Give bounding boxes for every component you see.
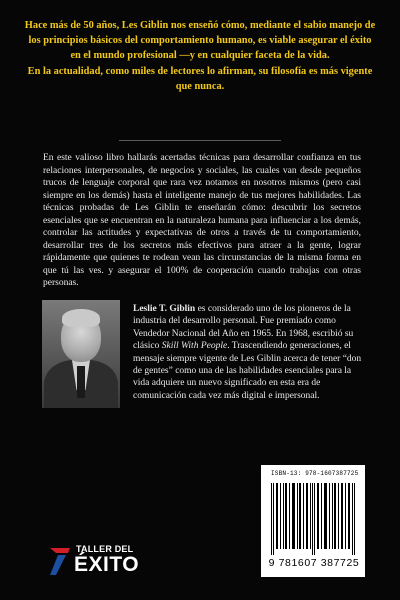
author-photo-tie (77, 366, 85, 398)
author-photo-hair (62, 309, 100, 327)
publisher-name-line1: TALLER DEL (76, 544, 134, 554)
publisher-logo (46, 540, 166, 580)
isbn-barcode (261, 465, 365, 577)
author-name: Leslie T. Giblin (133, 304, 196, 314)
author-photo (42, 300, 120, 408)
publisher-mark-icon (46, 546, 72, 576)
barcode-icon (271, 483, 355, 555)
author-bio-text-2: . Trascendiendo generaciones, el mensaje siempre vigente de Les Giblin acerca de tener “don de gentes” como una de las habilidades esenciales para la vida adquiere un nuevo significado en esta era de comunicación cada vez más digital e impersonal. (133, 341, 362, 401)
author-bio (133, 303, 363, 402)
tagline-paragraph-1: Hace más de 50 años, Les Giblin nos enseñó cómo, mediante el sabio manejo de los principios básicos del comportamiento humano, es viable asegurar el éxito en el mundo profesional —y en cualquier faceta de la vida. (24, 20, 376, 62)
publisher-name-line2: ÉXITO (74, 553, 140, 576)
barcode-digits: 9 781607 387725 (268, 557, 360, 569)
tagline (24, 18, 376, 94)
author-book-title: Skill With People (161, 341, 228, 352)
divider (119, 140, 281, 141)
isbn-label: ISBN-13: 978-1607387725 (271, 470, 359, 477)
synopsis-text: En este valioso libro hallarás acertadas técnicas para desarrollar confianza en tus relaciones interpersonales, de negocios y sociales, las cuales van desde pequeños trucos de lenguaje corporal que rara vez notamos en nosotros mismos (pero casi siempre en los demás) hasta el inteligente manejo de tus mejores habilidades. Las técnicas probadas de Les Giblin te enseñarán cómo: descubrir los secretos esenciales que se encuentran en la naturaleza humana para influenciar a los demás, controlar las actitudes y expectativas de otros a través de tu comportamiento, desarrollar tres de los secretos más efectivos para atraer a la gente, lograr rápidamente que quienes te rodean vean las circunstancias de la misma forma en que tú las ves. y asegurar el 100% de cooperación cuando trabajas con otras personas. (43, 153, 361, 288)
author-bio-text-1: es considerado uno de los pioneros de la industria del desarrollo personal. Fue premiado como Vendedor Nacional del Año en 1965. En 1968, escribió su clásico (133, 304, 354, 352)
tagline-paragraph-2: En la actualidad, como miles de lectores lo afirman, su filosofía es más vigente que nunca. (27, 65, 373, 92)
